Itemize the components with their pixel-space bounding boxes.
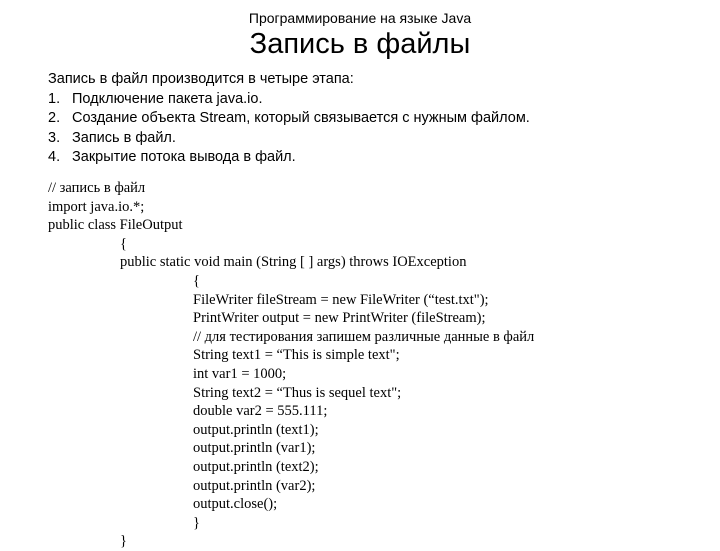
code-class-close-brace: } [120,533,127,550]
step-number: 4. [48,149,61,165]
step-text: Подключение пакета java.io. [72,90,263,107]
steps-list [48,90,708,168]
code-line: output.close(); [193,496,278,513]
step-number: 3. [48,129,61,146]
slide-subtitle: Программирование на языке Java [248,10,472,26]
step-text: Создание объекта Stream, который связывается с нужным файлом. [72,110,530,126]
code-line: output.println (text2); [193,458,319,475]
code-line: String text2 = “Thus is sequel text"; [193,384,402,401]
code-import: import java.io.*; [48,198,145,215]
code-listing [48,179,708,551]
code-comment: // для тестирования запишем различные данные в файл [193,328,535,345]
step-item [48,129,708,149]
code-line: output.println (var2); [193,477,316,494]
intro-section [48,70,708,168]
code-class-declaration: public class FileOutput [48,217,183,234]
code-line: PrintWriter output = new PrintWriter (fileStream); [193,310,486,327]
intro-lead: Запись в файл производится в четыре этапа: [48,71,354,87]
step-number: 2. [48,110,61,126]
step-item [48,148,708,168]
code-main-close-brace: } [193,514,200,531]
code-line: FileWriter fileStream = new FileWriter (“test.txt"); [193,291,489,308]
step-item [48,109,708,129]
step-text: Закрытие потока вывода в файл. [72,149,296,165]
step-item [48,90,708,110]
code-line: output.println (var1); [193,440,316,457]
code-line: output.println (text1); [193,421,319,438]
code-main-declaration: public static void main (String [ ] args) throws IOException [120,254,467,271]
slide-title: Запись в файлы [249,28,471,60]
step-number: 1. [48,90,61,107]
code-comment: // запись в файл [48,180,146,196]
code-line: int var1 = 1000; [193,365,287,382]
step-text: Запись в файл. [72,129,176,146]
code-line: String text1 = “This is simple text"; [193,347,400,364]
code-main-open-brace: { [193,272,200,289]
code-line: double var2 = 555.111; [193,403,328,420]
code-class-open-brace: { [120,235,127,252]
